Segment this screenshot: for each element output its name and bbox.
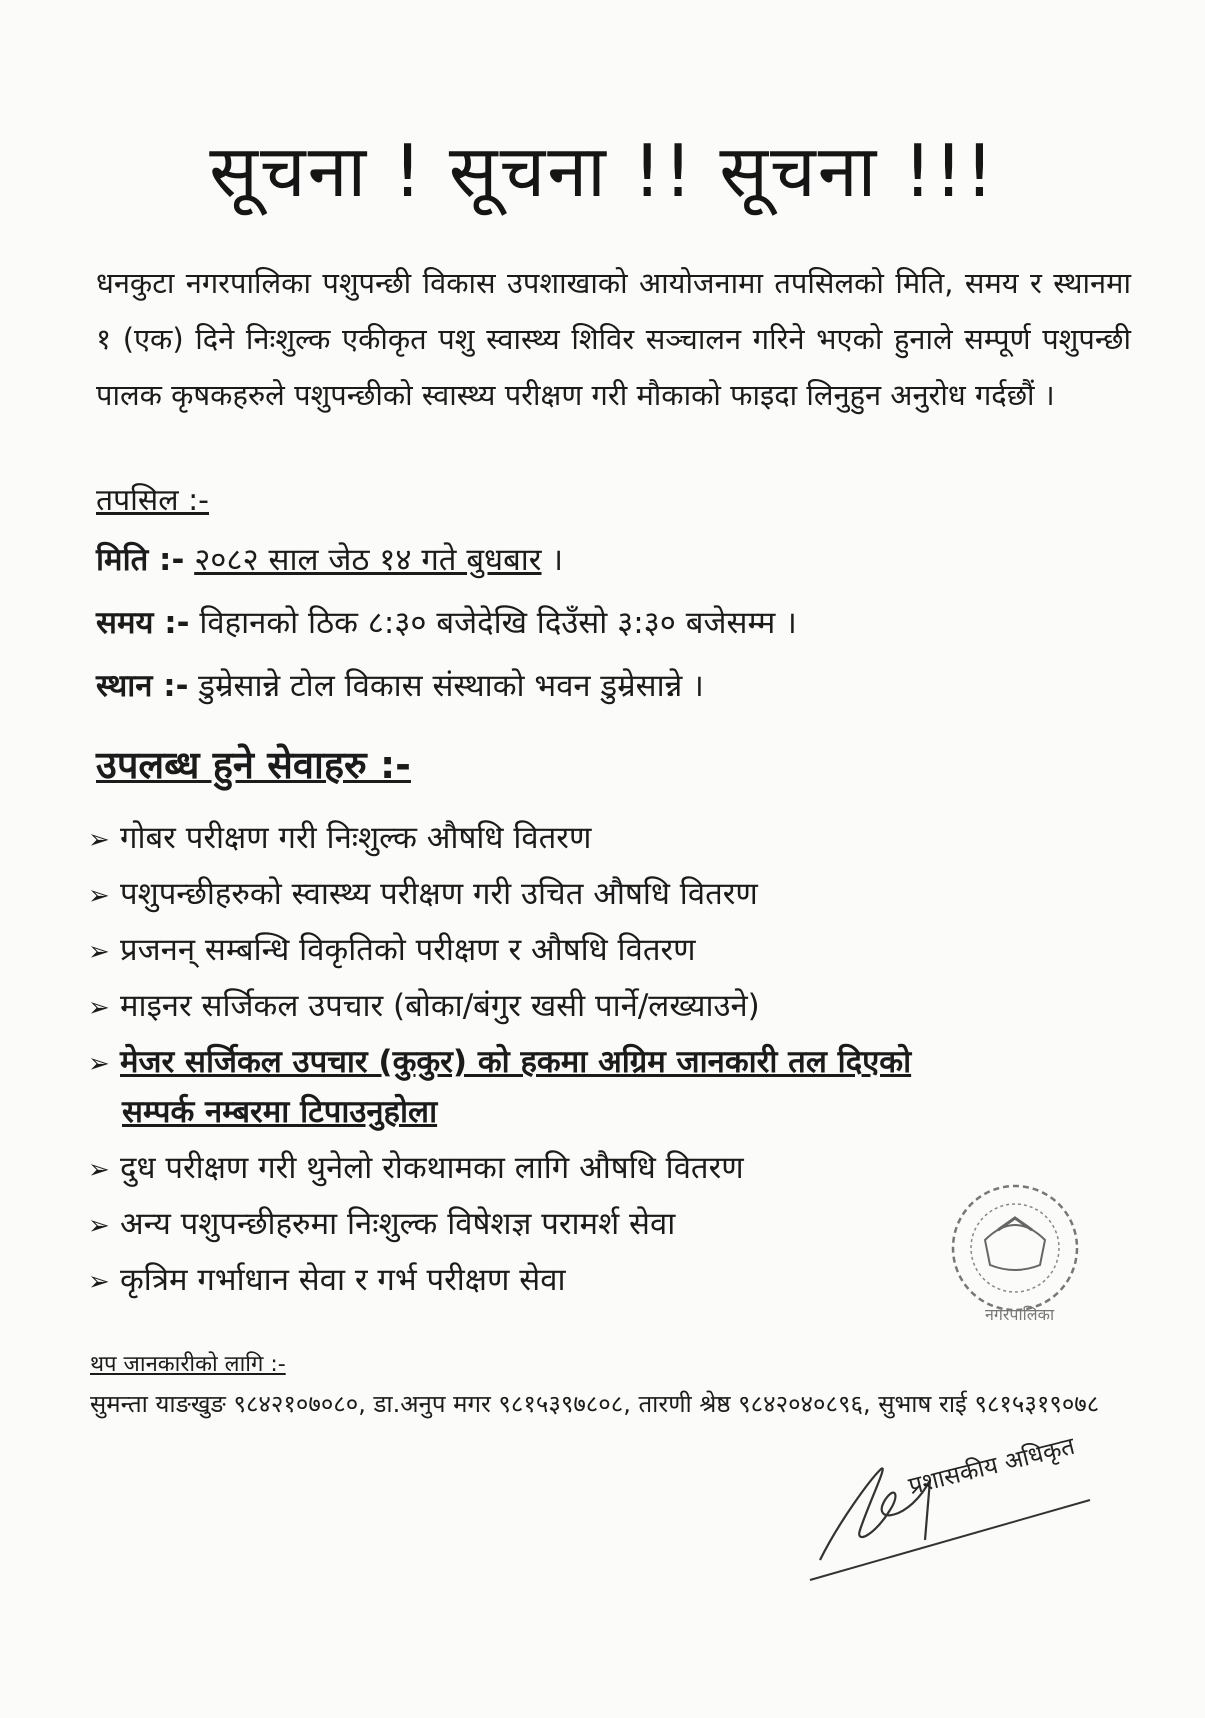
stamp-text: नगरपालिका [985, 1305, 1055, 1324]
signature-title: प्रशासकीय अधिकृत [905, 1431, 1078, 1501]
service-item-continuation: सम्पर्क नम्बरमा टिपाउनुहोला [122, 1094, 438, 1130]
intro-paragraph: धनकुटा नगरपालिका पशुपन्छी विकास उपशाखाको आयोजनामा तपसिलको मिति, समय र स्थानमा १ (एक) दिने निःशुल्क एकीकृत पशु स्वास्थ्य शिविर सञ्चालन गरिने भएको हुनाले सम्पूर्ण पशुपन्छी पालक कृषकहरुले पशुपन्छीको स्वास्थ्य परीक्षण गरी मौकाको फाइदा लिनुहुन अनुरोध गर्दछौं । [96, 266, 1131, 412]
service-item: ➢ माइनर सर्जिकल उपचार (बोका/बंगुर खसी पार्ने/लख्याउने) [88, 988, 760, 1024]
bullet-arrow-icon: ➢ [88, 1049, 110, 1079]
date-end: । [551, 542, 564, 578]
service-item: ➢ पशुपन्छीहरुको स्वास्थ्य परीक्षण गरी उचित औषधि वितरण [88, 876, 758, 912]
bullet-arrow-icon: ➢ [88, 937, 110, 967]
bullet-arrow-icon: ➢ [88, 881, 110, 911]
contact-list: सुमन्ता याङखुङ ९८४२१०७०८०, डा.अनुप मगर ९८१५३९७८०८, तारणी श्रेष्ठ ९८४२०४०८९६, सुभाष राई ९८१५३१९०७८ [90, 1390, 1100, 1418]
time-row [96, 601, 797, 643]
service-item: ➢ प्रजनन् सम्बन्धि विकृतिको परीक्षण र औषधि वितरण [88, 932, 696, 968]
service-item: ➢ दुध परीक्षण गरी थुनेलो रोकथामका लागि औषधि वितरण [88, 1150, 744, 1186]
more-info-heading: थप जानकारीको लागि :- [90, 1352, 286, 1377]
service-item: ➢ कृत्रिम गर्भाधान सेवा र गर्भ परीक्षण सेवा [88, 1262, 566, 1298]
bullet-arrow-icon: ➢ [88, 1155, 110, 1185]
time-label: समय :- [96, 605, 190, 641]
date-label: मिति :- [96, 542, 185, 578]
time-value: विहानको ठिक ८:३० बजेदेखि दिउँसो ३:३० बजेसम्म । [199, 605, 797, 641]
details-heading: तपसिल :- [96, 483, 209, 518]
bullet-arrow-icon: ➢ [88, 1267, 110, 1297]
bullet-arrow-icon: ➢ [88, 825, 110, 855]
service-item: ➢ गोबर परीक्षण गरी निःशुल्क औषधि वितरण [88, 820, 592, 856]
services-heading: उपलब्ध हुने सेवाहरु :- [96, 743, 411, 787]
date-row [96, 538, 563, 580]
bullet-arrow-icon: ➢ [88, 1211, 110, 1241]
place-row [96, 664, 704, 706]
service-item: ➢ अन्य पशुपन्छीहरुमा निःशुल्क विषेशज्ञ परामर्श सेवा [88, 1206, 676, 1242]
service-item-major-surgery: ➢ मेजर सर्जिकल उपचार (कुकुर) को हकमा अग्रिम जानकारी तल दिएको [88, 1044, 912, 1080]
date-value: २०८२ साल जेठ १४ गते बुधबार [194, 542, 542, 578]
office-stamp-icon [930, 1170, 1100, 1350]
place-value: डुम्रेसान्ने टोल विकास संस्थाको भवन डुम्रेसान्ने । [198, 668, 704, 704]
bullet-arrow-icon: ➢ [88, 993, 110, 1023]
notice-title: सूचना ! सूचना !! सूचना !!! [209, 129, 996, 213]
place-label: स्थान :- [96, 668, 189, 704]
